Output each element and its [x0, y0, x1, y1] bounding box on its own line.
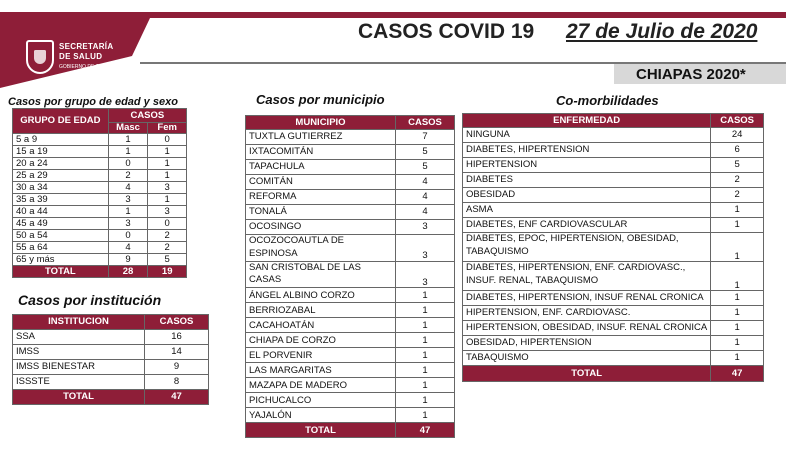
table-row — [13, 158, 187, 170]
table-row — [13, 254, 187, 266]
page-title: CASOS COVID 19 — [358, 20, 535, 43]
comorb-cell-name: HIPERTENSION — [463, 158, 711, 173]
comorb-cell-casos: 1 — [711, 336, 764, 351]
table-row — [463, 351, 764, 366]
logo-line2: DE SALUD — [59, 52, 103, 61]
municipio-cell-casos: 1 — [396, 363, 455, 378]
comorb-body — [463, 128, 764, 382]
table-row — [246, 130, 455, 145]
institucion-body — [13, 330, 209, 405]
edad-cell-group: 20 a 24 — [13, 158, 109, 170]
edad-cell-masc: 0 — [108, 158, 148, 170]
edad-col-casos: CASOS — [108, 109, 186, 123]
comorb-cell-casos: 6 — [711, 143, 764, 158]
municipio-cell-casos: 4 — [396, 205, 455, 220]
municipio-cell-casos: 1 — [396, 378, 455, 393]
edad-total-fem: 19 — [148, 266, 187, 278]
municipio-cell-casos: 4 — [396, 175, 455, 190]
table-row — [463, 203, 764, 218]
edad-col-group: GRUPO DE EDAD — [13, 109, 109, 134]
comorb-cell-casos: 24 — [711, 128, 764, 143]
comorb-cell-casos: 5 — [711, 158, 764, 173]
comorb-col-enf: ENFERMEDAD — [463, 114, 711, 128]
table-row — [463, 233, 764, 262]
municipio-cell-casos: 1 — [396, 333, 455, 348]
page-date: 27 de Julio de 2020 — [566, 20, 758, 43]
institucion-col-casos: CASOS — [145, 315, 209, 330]
table-row — [246, 190, 455, 205]
table-row — [463, 188, 764, 203]
comorb-title: Co-morbilidades — [556, 93, 659, 108]
edad-cell-fem: 0 — [148, 134, 187, 146]
institucion-table — [12, 314, 209, 405]
table-row — [246, 160, 455, 175]
comorb-cell-name: DIABETES, HIPERTENSION, INSUF RENAL CRONICA — [463, 291, 711, 306]
edad-cell-masc: 2 — [108, 170, 148, 182]
edad-cell-masc: 1 — [108, 206, 148, 218]
table-row — [246, 348, 455, 363]
edad-cell-fem: 2 — [148, 242, 187, 254]
municipio-total-label: TOTAL — [246, 423, 396, 438]
edad-cell-fem: 1 — [148, 158, 187, 170]
municipio-cell-casos: 1 — [396, 408, 455, 423]
table-row — [463, 128, 764, 143]
comorb-cell-name: DIABETES, HIPERTENSION, ENF. CARDIOVASC., INSUF. RENAL, TABAQUISMO — [463, 262, 711, 291]
municipio-cell-name: TONALÁ — [246, 205, 396, 220]
municipio-cell-casos: 1 — [396, 303, 455, 318]
municipio-title: Casos por municipio — [256, 92, 385, 107]
municipio-cell-name: REFORMA — [246, 190, 396, 205]
table-row — [13, 242, 187, 254]
comorb-cell-name: DIABETES, HIPERTENSION — [463, 143, 711, 158]
edad-cell-masc: 0 — [108, 230, 148, 242]
table-row — [246, 378, 455, 393]
comorb-cell-name: OBESIDAD, HIPERTENSION — [463, 336, 711, 351]
municipio-cell-casos: 3 — [396, 220, 455, 235]
table-row — [463, 291, 764, 306]
edad-cell-fem: 0 — [148, 218, 187, 230]
edad-cell-masc: 9 — [108, 254, 148, 266]
edad-cell-group: 25 a 29 — [13, 170, 109, 182]
municipio-cell-name: YAJALÓN — [246, 408, 396, 423]
municipio-cell-name: OCOSINGO — [246, 220, 396, 235]
municipio-table — [245, 115, 455, 438]
municipio-cell-name: SAN CRISTOBAL DE LAS CASAS — [246, 261, 396, 288]
table-row — [246, 408, 455, 423]
institucion-total-label: TOTAL — [13, 390, 145, 405]
edad-cell-fem: 1 — [148, 146, 187, 158]
municipio-total-row — [246, 423, 455, 438]
municipio-cell-name: LAS MARGARITAS — [246, 363, 396, 378]
region-title: CHIAPAS 2020* — [636, 66, 746, 83]
comorb-cell-name: DIABETES — [463, 173, 711, 188]
institucion-total-row — [13, 390, 209, 405]
table-row — [13, 230, 187, 242]
comorb-cell-casos: 2 — [711, 188, 764, 203]
comorb-cell-casos: 1 — [711, 262, 764, 291]
municipio-col-mun: MUNICIPIO — [246, 116, 396, 130]
table-row — [246, 363, 455, 378]
table-row — [246, 318, 455, 333]
comorb-cell-name: DIABETES, EPOC, HIPERTENSION, OBESIDAD, TABAQUISMO — [463, 233, 711, 262]
municipio-cell-name: ÁNGEL ALBINO CORZO — [246, 288, 396, 303]
comorb-total-value: 47 — [711, 366, 764, 382]
table-row — [13, 146, 187, 158]
comorb-cell-casos: 1 — [711, 233, 764, 262]
municipio-col-casos: CASOS — [396, 116, 455, 130]
edad-cell-group: 50 a 54 — [13, 230, 109, 242]
edad-cell-group: 55 a 64 — [13, 242, 109, 254]
table-row — [246, 205, 455, 220]
edad-cell-fem: 3 — [148, 206, 187, 218]
table-row — [246, 235, 455, 262]
institucion-cell-name: SSA — [13, 330, 145, 345]
table-row — [463, 218, 764, 233]
edad-cell-fem: 3 — [148, 182, 187, 194]
comorb-cell-casos: 1 — [711, 306, 764, 321]
comorb-cell-name: NINGUNA — [463, 128, 711, 143]
edad-cell-group: 40 a 44 — [13, 206, 109, 218]
edad-body — [13, 134, 187, 278]
table-row — [13, 206, 187, 218]
table-row — [13, 182, 187, 194]
table-row — [246, 303, 455, 318]
table-row — [463, 321, 764, 336]
institucion-cell-casos: 14 — [145, 345, 209, 360]
comorb-cell-name: OBESIDAD — [463, 188, 711, 203]
comorb-table — [462, 113, 764, 382]
municipio-cell-name: CHIAPA DE CORZO — [246, 333, 396, 348]
institucion-cell-name: IMSS BIENESTAR — [13, 360, 145, 375]
edad-cell-masc: 3 — [108, 218, 148, 230]
comorb-cell-casos: 1 — [711, 203, 764, 218]
comorb-cell-name: DIABETES, ENF CARDIOVASCULAR — [463, 218, 711, 233]
edad-cell-group: 45 a 49 — [13, 218, 109, 230]
table-row — [246, 175, 455, 190]
edad-cell-masc: 3 — [108, 194, 148, 206]
institucion-cell-name: IMSS — [13, 345, 145, 360]
municipio-cell-casos: 4 — [396, 190, 455, 205]
municipio-cell-casos: 5 — [396, 145, 455, 160]
municipio-cell-casos: 3 — [396, 261, 455, 288]
edad-cell-masc: 1 — [108, 146, 148, 158]
shield-icon — [26, 40, 54, 74]
municipio-cell-name: TUXTLA GUTIERREZ — [246, 130, 396, 145]
municipio-cell-casos: 1 — [396, 348, 455, 363]
edad-col-fem: Fem — [148, 123, 187, 134]
municipio-total-value: 47 — [396, 423, 455, 438]
municipio-cell-name: MAZAPA DE MADERO — [246, 378, 396, 393]
table-row — [13, 375, 209, 390]
municipio-cell-casos: 1 — [396, 318, 455, 333]
municipio-cell-name: COMITÁN — [246, 175, 396, 190]
edad-total-row — [13, 266, 187, 278]
edad-title: Casos por grupo de edad y sexo — [8, 96, 178, 108]
table-row — [246, 261, 455, 288]
edad-cell-fem: 1 — [148, 170, 187, 182]
edad-total-masc: 28 — [108, 266, 148, 278]
table-row — [13, 360, 209, 375]
edad-cell-masc: 1 — [108, 134, 148, 146]
comorb-cell-name: ASMA — [463, 203, 711, 218]
institucion-total-value: 47 — [145, 390, 209, 405]
edad-cell-group: 30 a 34 — [13, 182, 109, 194]
comorb-cell-casos: 1 — [711, 218, 764, 233]
edad-col-masc: Masc — [108, 123, 148, 134]
edad-cell-group: 15 a 19 — [13, 146, 109, 158]
table-row — [246, 288, 455, 303]
comorb-cell-name: HIPERTENSION, OBESIDAD, INSUF. RENAL CRONICA — [463, 321, 711, 336]
municipio-cell-casos: 7 — [396, 130, 455, 145]
municipio-body — [246, 130, 455, 438]
municipio-cell-name: EL PORVENIR — [246, 348, 396, 363]
logo-line1: SECRETARÍA — [59, 42, 114, 51]
table-row — [13, 345, 209, 360]
table-row — [463, 306, 764, 321]
institucion-cell-casos: 16 — [145, 330, 209, 345]
comorb-cell-name: TABAQUISMO — [463, 351, 711, 366]
table-row — [246, 333, 455, 348]
institucion-title: Casos por institución — [18, 292, 162, 308]
municipio-cell-name: BERRIOZABAL — [246, 303, 396, 318]
table-row — [13, 194, 187, 206]
table-row — [246, 220, 455, 235]
comorb-total-label: TOTAL — [463, 366, 711, 382]
municipio-cell-name: IXTACOMITÁN — [246, 145, 396, 160]
comorb-cell-casos: 1 — [711, 351, 764, 366]
table-row — [246, 145, 455, 160]
logo — [26, 40, 136, 80]
institucion-cell-name: ISSSTE — [13, 375, 145, 390]
table-row — [463, 262, 764, 291]
institucion-cell-casos: 9 — [145, 360, 209, 375]
table-row — [463, 158, 764, 173]
comorb-total-row — [463, 366, 764, 382]
table-row — [463, 336, 764, 351]
edad-table — [12, 108, 187, 278]
table-row — [463, 173, 764, 188]
comorb-cell-casos: 2 — [711, 173, 764, 188]
edad-cell-fem: 5 — [148, 254, 187, 266]
logo-line3: GOBIERNO DE CHIAPAS — [59, 64, 118, 70]
table-row — [13, 134, 187, 146]
table-row — [463, 143, 764, 158]
comorb-col-casos: CASOS — [711, 114, 764, 128]
municipio-cell-name: CACAHOATÁN — [246, 318, 396, 333]
edad-total-label: TOTAL — [13, 266, 109, 278]
institucion-cell-casos: 8 — [145, 375, 209, 390]
institucion-col-inst: INSTITUCION — [13, 315, 145, 330]
comorb-cell-name: HIPERTENSION, ENF. CARDIOVASC. — [463, 306, 711, 321]
municipio-cell-casos: 1 — [396, 393, 455, 408]
municipio-cell-casos: 1 — [396, 288, 455, 303]
table-row — [13, 218, 187, 230]
table-row — [13, 330, 209, 345]
edad-cell-fem: 2 — [148, 230, 187, 242]
edad-cell-fem: 1 — [148, 194, 187, 206]
table-row — [246, 393, 455, 408]
municipio-cell-name: TAPACHULA — [246, 160, 396, 175]
municipio-cell-name: PICHUCALCO — [246, 393, 396, 408]
edad-cell-group: 65 y más — [13, 254, 109, 266]
comorb-cell-casos: 1 — [711, 321, 764, 336]
edad-cell-masc: 4 — [108, 182, 148, 194]
municipio-cell-casos: 5 — [396, 160, 455, 175]
municipio-cell-casos: 3 — [396, 235, 455, 262]
edad-cell-group: 5 a 9 — [13, 134, 109, 146]
edad-cell-masc: 4 — [108, 242, 148, 254]
municipio-cell-name: OCOZOCOAUTLA DE ESPINOSA — [246, 235, 396, 262]
table-row — [13, 170, 187, 182]
edad-cell-group: 35 a 39 — [13, 194, 109, 206]
comorb-cell-casos: 1 — [711, 291, 764, 306]
